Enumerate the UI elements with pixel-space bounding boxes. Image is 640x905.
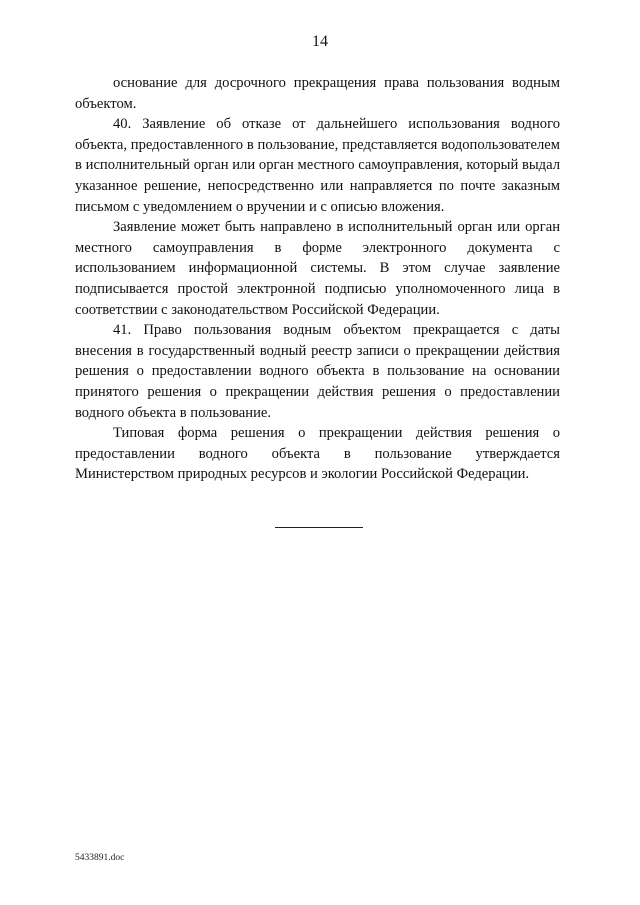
paragraph-41: 41. Право пользования водным объектом прекращается с даты внесения в государственный водный реестр записи о прекращении действия решения о предоставлении водного объекта в пользование на основании принятого решения о прекращении действия решения о предоставлении водного объекта в пользование.	[75, 322, 560, 421]
page-number: 14	[312, 33, 328, 50]
paragraph-electronic-submission: Заявление может быть направлено в исполнительный орган или орган местного самоуправления в форме электронного документа с использованием информационной системы. В этом случае заявление подписывается простой электронной подписью уполномоченного лица в соответствии с законодательством Российской Федерации.	[75, 219, 560, 318]
end-divider-line	[275, 527, 363, 528]
document-file-code: 5433891.doc	[75, 853, 125, 863]
document-body	[75, 73, 560, 485]
paragraph-continuation: основание для досрочного прекращения права пользования водным объектом.	[75, 75, 560, 112]
paragraph-40: 40. Заявление об отказе от дальнейшего использования водного объекта, предоставленного в пользование, представляется водопользователем в исполнительный орган или орган местного самоуправления, который выдал указанное решение, непосредственно или направляется по почте заказным письмом с уведомлением о вручении и с описью вложения.	[75, 116, 560, 215]
paragraph-standard-form: Типовая форма решения о прекращении действия решения о предоставлении водного объекта в пользование утверждается Министерством природных ресурсов и экологии Российской Федерации.	[75, 425, 560, 483]
